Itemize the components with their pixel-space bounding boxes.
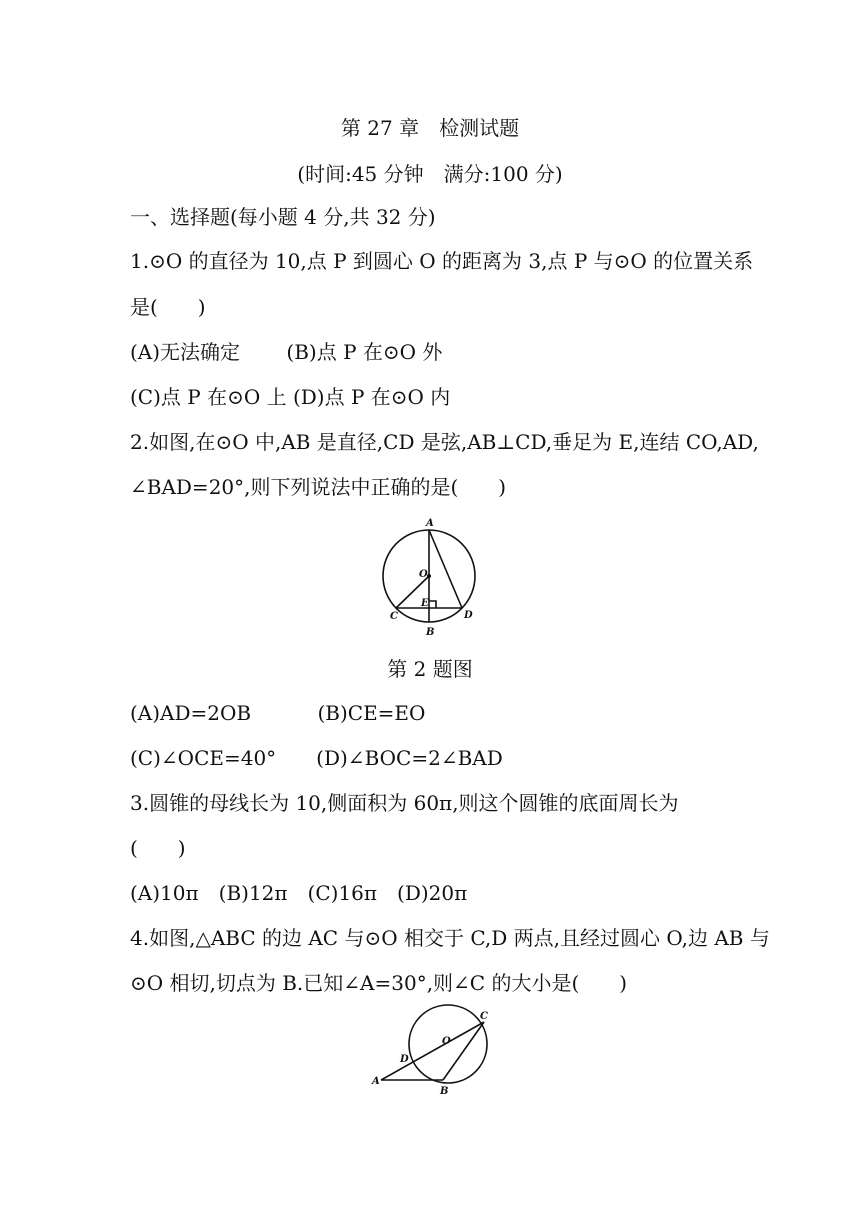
label-d: D — [464, 610, 473, 621]
question-1-stem-line-1: 1.⊙O 的直径为 10,点 P 到圆心 O 的距离为 3,点 P 与⊙O 的位置关系 — [130, 249, 754, 273]
exam-info: (时间:45 分钟 满分:100 分) — [297, 162, 563, 186]
label-a: A — [426, 518, 434, 529]
question-4-stem-line-1: 4.如图,△ABC 的边 AC 与⊙O 相交于 C,D 两点,且经过圆心 O,边 AB 与 — [130, 926, 770, 950]
question-1-options-line-2: (C)点 P 在⊙O 上 (D)点 P 在⊙O 内 — [130, 385, 451, 409]
label-d: D — [400, 1054, 409, 1065]
page-title: 第 27 章 检测试题 — [340, 116, 520, 140]
question-3-options-line-1: (A)10π (B)12π (C)16π (D)20π — [130, 881, 468, 905]
question-2-stem-line-1: 2.如图,在⊙O 中,AB 是直径,CD 是弦,AB⊥CD,垂足为 E,连结 CO,AD, — [130, 430, 759, 454]
segment-ad — [429, 530, 462, 608]
section-heading: 一、选择题(每小题 4 分,共 32 分) — [130, 205, 436, 229]
label-o: O — [442, 1036, 451, 1047]
right-angle-mark — [429, 601, 436, 608]
question-4-stem-line-2: ⊙O 相切,切点为 B.已知∠A=30°,则∠C 的大小是( ) — [130, 971, 628, 995]
question-3-stem-line-1: 3.圆锥的母线长为 10,侧面积为 60π,则这个圆锥的底面周长为 — [130, 791, 679, 815]
question-2-stem-line-2: ∠BAD=20°,则下列说法中正确的是( ) — [130, 475, 507, 499]
figure-2-caption: 第 2 题图 — [387, 657, 473, 681]
question-3-stem-line-2: ( ) — [130, 836, 186, 860]
question-2-figure — [370, 512, 490, 642]
question-1-stem-line-2: 是( ) — [130, 295, 206, 319]
question-4-figure — [362, 1005, 502, 1100]
label-b: B — [426, 627, 435, 638]
question-1-options-line-1: (A)无法确定 (B)点 P 在⊙O 外 — [130, 340, 443, 364]
label-a: A — [372, 1076, 380, 1087]
label-c: C — [480, 1011, 488, 1022]
label-c: C — [390, 611, 398, 622]
label-e: E — [421, 598, 429, 609]
question-2-options-line-2: (C)∠OCE=40° (D)∠BOC=2∠BAD — [130, 746, 503, 770]
label-o: O — [419, 569, 428, 580]
side-bc — [443, 1022, 484, 1080]
side-ac — [381, 1022, 484, 1080]
label-b: B — [440, 1086, 449, 1097]
question-2-options-line-1: (A)AD=2OB (B)CE=EO — [130, 701, 426, 725]
